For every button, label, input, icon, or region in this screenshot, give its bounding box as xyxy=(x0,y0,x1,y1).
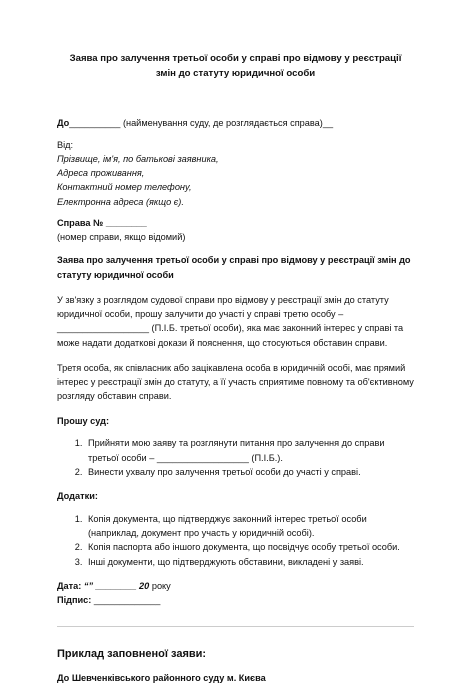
section-divider xyxy=(57,626,414,627)
application-subject: Заява про залучення третьої особи у справі про відмову у реєстрації змін до статуту юридичної особи xyxy=(57,255,411,280)
sender-block xyxy=(57,138,414,209)
request-list xyxy=(57,436,414,479)
body-paragraph-1: У зв'язку з розглядом судової справи про відмову у реєстрації змін до статуту юридичної особи, прошу залучити до участі у справі третю особу – __________________ (П.І.Б. третьої особи), яка має законний інтерес у справі та може надати додаткові докази й пояснення, що стосуються обставин справи. xyxy=(57,294,404,348)
sender-label: Від: xyxy=(57,139,74,150)
addressee-blank: __________ xyxy=(69,117,121,128)
attachment-item: 3. Інші документи, що підтверджують обставини, викладені у заяві. xyxy=(85,555,414,569)
example-heading: Приклад заповненої заяви: xyxy=(57,648,207,661)
sender-phone: Контактний номер телефону, xyxy=(57,182,192,193)
date-value: “” ________ 20 xyxy=(83,580,150,591)
body-paragraph-2: Третя особа, як співласник або зацікавлена особа в юридичній особі, має прямий інтерес у реєстрації змін до статуту, а її участь сприятиме повному та об'єктивному розгляду обставин справи. xyxy=(57,362,414,402)
date-line xyxy=(57,579,414,593)
request-item: 1. Прийняти мою заяву та розглянути питання про залучення до справи третьої особи – __________________ (П.І.Б.). xyxy=(85,436,414,465)
addressee-hint: (найменування суду, де розглядається справа)__ xyxy=(120,117,334,128)
signature-label: Підпис: xyxy=(57,595,94,606)
sender-address: Адреса проживання, xyxy=(57,168,145,179)
case-number-hint: (номер справи, якщо відомий) xyxy=(57,231,186,242)
case-block xyxy=(57,217,414,245)
addressee-label: До xyxy=(57,117,70,128)
date-signature-block xyxy=(57,579,414,608)
document-title: Заява про залучення третьої особи у справі про відмову у реєстрації змін до статуту юридичної особи xyxy=(69,53,402,79)
example-court-line: До Шевченківського районного суду м. Києва xyxy=(57,672,266,683)
signature-line xyxy=(57,593,414,607)
signature-blank: _____________ xyxy=(93,595,161,606)
request-item: 2. Винести ухвалу про залучення третьої особи до участі у справі. xyxy=(85,465,414,479)
attachments-heading: Додатки: xyxy=(57,491,98,502)
attachment-item: 2. Копія паспорта або іншого документа, що посвідчує особу третьої особи. xyxy=(85,540,414,554)
addressee-line xyxy=(57,117,414,131)
sender-email: Електронна адреса (якщо є). xyxy=(57,196,184,207)
attachments-list xyxy=(57,512,414,569)
case-number-label: Справа № ________ xyxy=(57,217,147,228)
date-label: Дата: xyxy=(57,580,84,591)
date-suffix: року xyxy=(149,580,171,591)
sender-name: Прізвище, ім'я, по батькові заявника, xyxy=(57,153,219,164)
attachment-item: 1. Копія документа, що підтверджує законний інтерес третьої особи (наприклад, документ про участь у юридичній особі). xyxy=(85,512,414,541)
request-heading: Прошу суд: xyxy=(57,415,110,426)
